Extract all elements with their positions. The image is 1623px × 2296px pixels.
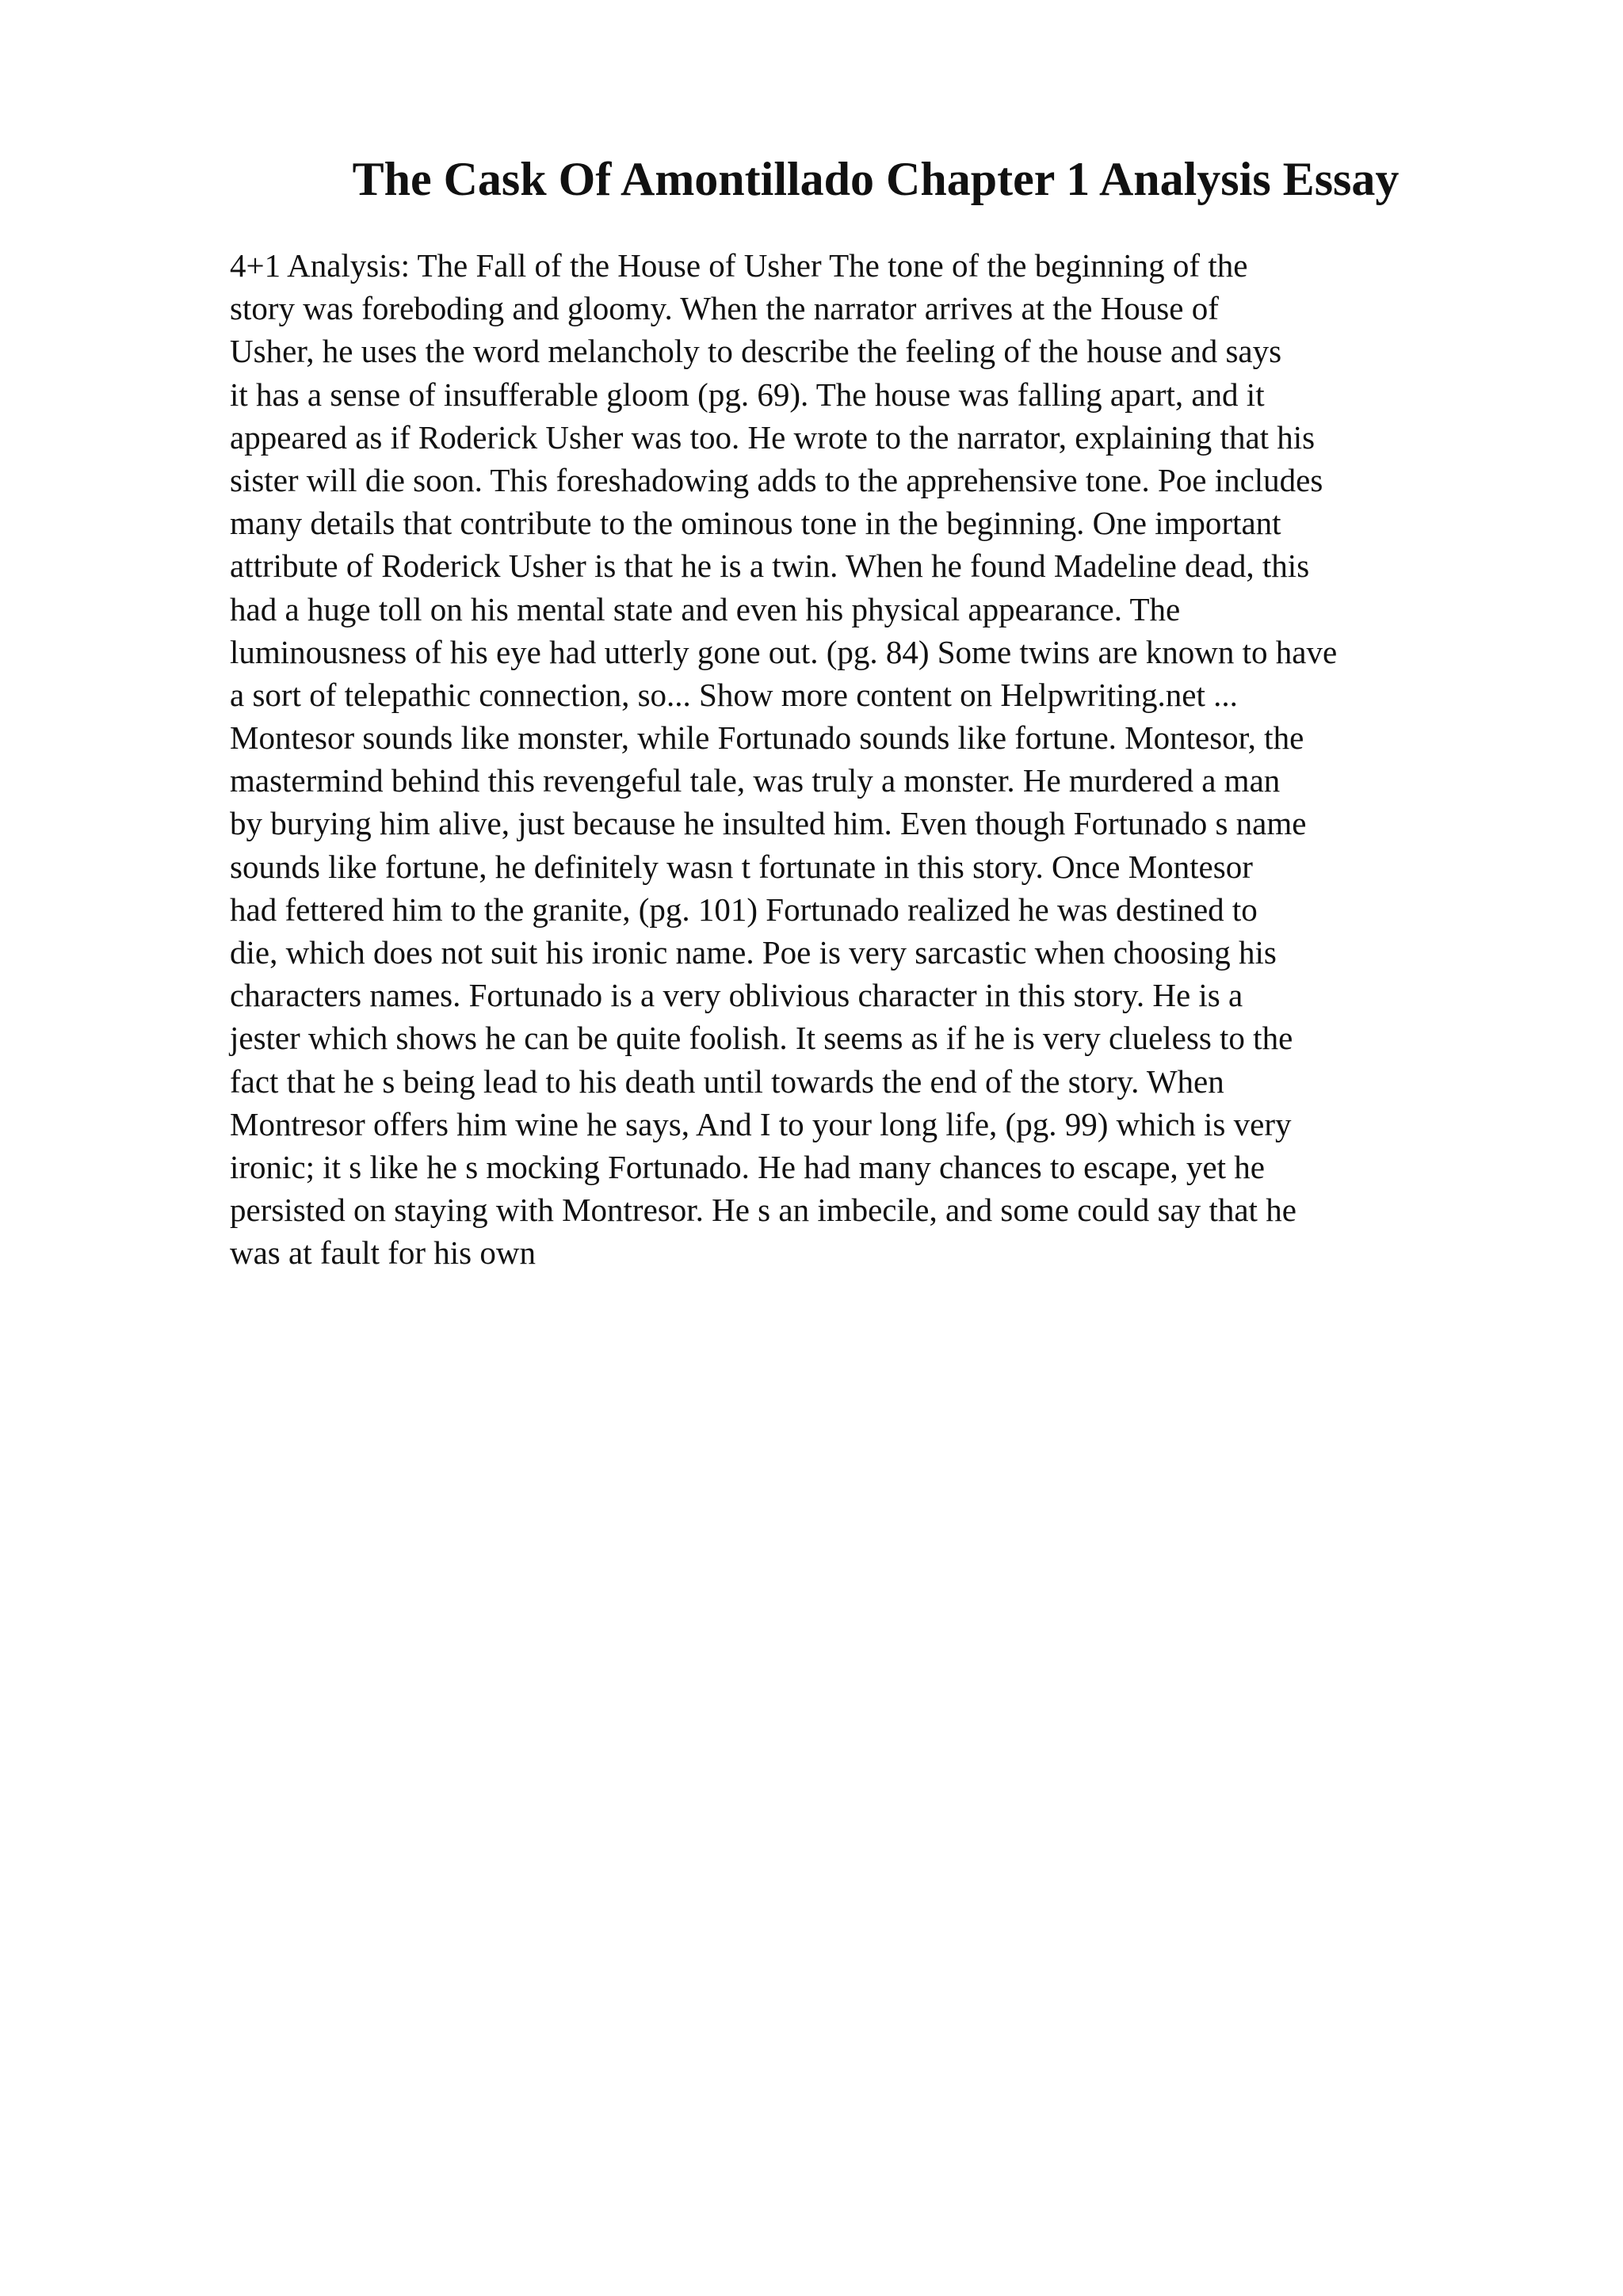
text-line: characters names. Fortunado is a very oblivious character in this story. He is a [230, 977, 1243, 1014]
text-line: Montesor sounds like monster, while Fortunado sounds like fortune. Montesor, the [230, 719, 1304, 757]
text-line: it has a sense of insufferable gloom (pg. 69). The house was falling apart, and it [230, 376, 1265, 413]
text-line: persisted on staying with Montresor. He s an imbecile, and some could say that he [230, 1192, 1296, 1229]
text-line: Usher, he uses the word melancholy to describe the feeling of the house and says [230, 333, 1282, 370]
text-line: jester which shows he can be quite foolish. It seems as if he is very clueless to the [230, 1020, 1293, 1057]
text-line: sounds like fortune, he definitely wasn t fortunate in this story. Once Montesor [230, 848, 1253, 885]
text-line: attribute of Roderick Usher is that he is a twin. When he found Madeline dead, this [230, 547, 1310, 585]
text-line: luminousness of his eye had utterly gone out. (pg. 84) Some twins are known to have [230, 633, 1338, 670]
text-line: many details that contribute to the ominous tone in the beginning. One important [230, 505, 1281, 542]
text-line: sister will die soon. This foreshadowing adds to the apprehensive tone. Poe includes [230, 461, 1323, 498]
text-line: 4+1 Analysis: The Fall of the House of Usher The tone of the beginning of the [230, 247, 1248, 284]
text-line: appeared as if Roderick Usher was too. He wrote to the narrator, explaining that his [230, 418, 1316, 456]
text-line: mastermind behind this revengeful tale, was truly a monster. He murdered a man [230, 762, 1281, 799]
text-line: a sort of telepathic connection, so... Show more content on Helpwriting.net ... [230, 676, 1238, 713]
text-line: Montresor offers him wine he says, And I to your long life, (pg. 99) which is very [230, 1105, 1292, 1142]
document-title: The Cask Of Amontillado Chapter 1 Analysis Essay [352, 153, 1400, 205]
text-line: ironic; it s like he s mocking Fortunado. He had many chances to escape, yet he [230, 1148, 1265, 1185]
text-line: was at fault for his own [230, 1234, 536, 1272]
text-line: die, which does not suit his ironic name. Poe is very sarcastic when choosing his [230, 934, 1277, 971]
text-line: by burying him alive, just because he insulted him. Even though Fortunado s name [230, 805, 1307, 842]
text-line: had a huge toll on his mental state and even his physical appearance. The [230, 590, 1181, 627]
text-line: story was foreboding and gloomy. When the narrator arrives at the House of [230, 290, 1219, 327]
essay-body [230, 244, 1498, 1275]
text-line: had fettered him to the granite, (pg. 101) Fortunado realized he was destined to [230, 891, 1258, 928]
text-line: fact that he s being lead to his death until towards the end of the story. When [230, 1062, 1224, 1100]
